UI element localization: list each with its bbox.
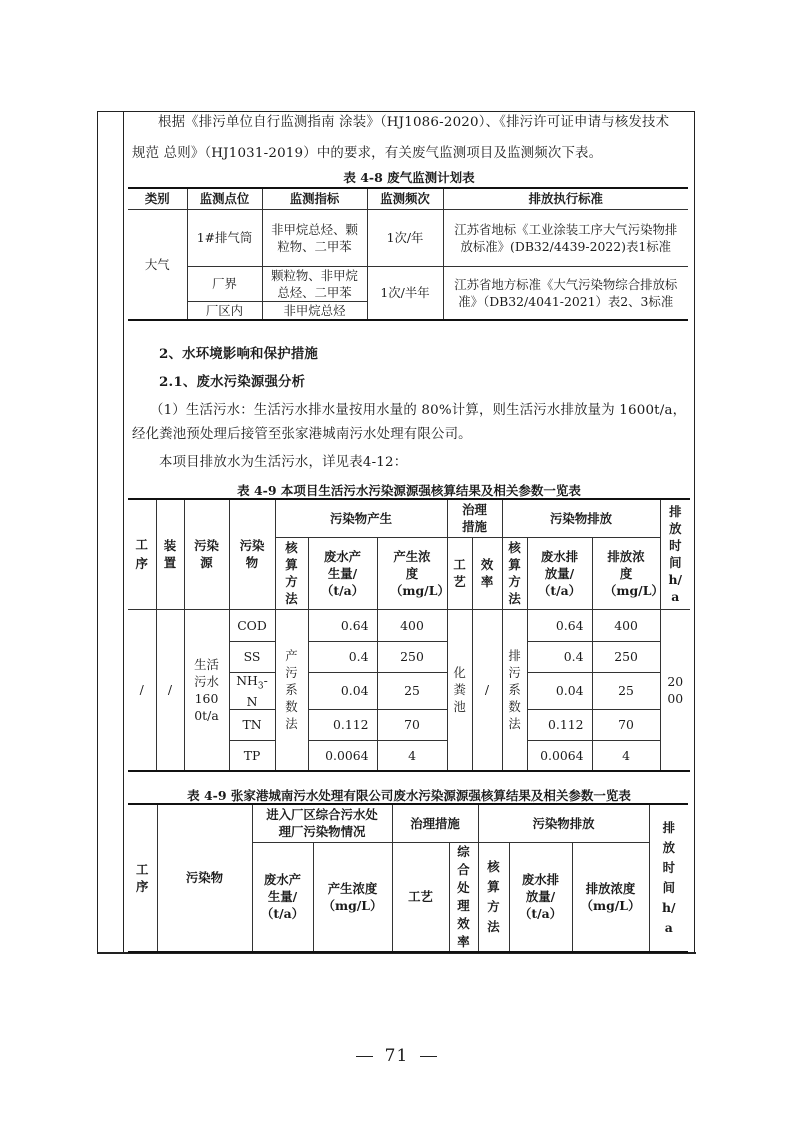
frequency-cell: 1次/年	[367, 209, 443, 266]
header-gen-conc: 产生浓度（mg/L）	[377, 537, 447, 609]
intro-line-1: 根据《排污单位自行监测指南 涂装》（HJ1086-2020）、《排污许可证申请与核发技术	[158, 115, 670, 130]
header-pollutant: 污染物	[157, 804, 252, 952]
header-dis-conc: 排放浓度（mg/L）	[592, 537, 660, 609]
tech-cell: 化粪池	[447, 609, 472, 771]
table-4-9b	[128, 803, 688, 953]
table-row	[128, 609, 690, 641]
gen-method-cell: 产污系数法	[275, 609, 308, 771]
header-dis-method: 核算方法	[478, 842, 509, 952]
paragraph-1-line-1: （1）生活污水：生活污水排水量按用水量的 80%计算，则生活污水排放量为 1600t/a，	[150, 403, 687, 418]
section-subheading: 2.1、废水污染源强分析	[159, 374, 306, 390]
header-point: 监测点位	[187, 188, 262, 209]
gen-volume-cell: 0.4	[308, 641, 377, 672]
time-cell: 2000	[660, 609, 690, 771]
table-4-8	[128, 187, 688, 321]
header-discharge-group: 污染物排放	[502, 499, 660, 537]
header-dis-volume: 废水排放量/（t/a）	[527, 537, 592, 609]
pollutant-cell: TN	[229, 709, 275, 740]
page-number	[0, 1046, 793, 1066]
section-heading: 2、水环境影响和保护措施	[159, 346, 319, 362]
device-cell: /	[156, 609, 184, 771]
header-tech: 工艺	[447, 537, 472, 609]
header-efficiency: 效率	[472, 537, 502, 609]
dis-conc-cell: 4	[592, 740, 660, 771]
frequency-cell: 1次/半年	[367, 266, 443, 320]
dis-conc-cell: 25	[592, 672, 660, 709]
header-treatment-group: 治理措施	[447, 499, 502, 537]
header-gen-conc: 产生浓度（mg/L）	[313, 842, 392, 952]
point-cell: 1#排气筒	[187, 209, 262, 266]
header-time: 排放时间h/a	[649, 804, 688, 952]
gen-conc-cell: 4	[377, 740, 447, 771]
point-cell: 厂区内	[187, 301, 262, 320]
intro-line-2: 规范 总则》（HJ1031-2019）中的要求，有关废气监测项目及监测频次下表。	[132, 146, 603, 161]
dis-volume-cell: 0.112	[527, 709, 592, 740]
header-generation-group: 污染物产生	[275, 499, 447, 537]
header-gen-volume: 废水产生量/（t/a）	[252, 842, 313, 952]
frame-divider	[123, 111, 124, 953]
process-cell: /	[128, 609, 156, 771]
header-time: 排放时间h/a	[660, 499, 690, 609]
dis-conc-cell: 250	[592, 641, 660, 672]
dis-method-cell: 排污系数法	[502, 609, 527, 771]
dash-right	[420, 1056, 437, 1057]
header-dis-conc: 排放浓度（mg/L）	[572, 842, 649, 952]
table-4-9-caption: 表 4-9 本项目生活污水污染源源强核算结果及相关参数一览表	[237, 483, 581, 498]
header-discharge-group: 污染物排放	[478, 804, 649, 842]
pollutant-cell: TP	[229, 740, 275, 771]
page-number-text: 71	[384, 1046, 409, 1066]
header-indicators: 监测指标	[262, 188, 367, 209]
gen-conc-cell: 250	[377, 641, 447, 672]
header-device: 装置	[156, 499, 184, 609]
dis-volume-cell: 0.4	[527, 641, 592, 672]
dis-conc-cell: 70	[592, 709, 660, 740]
dis-volume-cell: 0.04	[527, 672, 592, 709]
gen-volume-cell: 0.64	[308, 609, 377, 641]
category-cell: 大气	[128, 209, 187, 320]
dash-left	[356, 1056, 373, 1057]
source-cell: 生活污水1600t/a	[184, 609, 229, 771]
dis-conc-cell: 400	[592, 609, 660, 641]
standard-cell: 江苏省地标《工业涂装工序大气污染物排放标准》(DB32/4439-2022)表1标准	[443, 209, 688, 266]
indicators-cell: 非甲烷总烃、颗粒物、二甲苯	[262, 209, 367, 266]
header-source: 污染源	[184, 499, 229, 609]
paragraph-1-line-2: 经化粪池预处理后接管至张家港城南污水处理有限公司。	[132, 427, 472, 442]
header-pollutant: 污染物	[229, 499, 275, 609]
header-standard: 排放执行标准	[443, 188, 688, 209]
table-4-9	[128, 498, 690, 772]
header-efficiency: 综合处理效率	[449, 842, 478, 952]
header-category: 类别	[128, 188, 187, 209]
point-cell: 厂界	[187, 266, 262, 301]
header-gen-method: 核算方法	[275, 537, 308, 609]
gen-conc-cell: 400	[377, 609, 447, 641]
paragraph-2: 本项目排放水为生活污水，详见表4-12：	[159, 455, 408, 470]
standard-cell: 江苏省地方标准《大气污染物综合排放标准》（DB32/4041-2021）表2、3标准	[443, 266, 688, 320]
gen-conc-cell: 25	[377, 672, 447, 709]
gen-volume-cell: 0.04	[308, 672, 377, 709]
header-treatment-group: 治理措施	[392, 804, 478, 842]
dis-volume-cell: 0.0064	[527, 740, 592, 771]
indicators-cell: 非甲烷总烃	[262, 301, 367, 320]
header-gen-volume: 废水产生量/（t/a）	[308, 537, 377, 609]
gen-volume-cell: 0.0064	[308, 740, 377, 771]
indicators-cell: 颗粒物、非甲烷总烃、二甲苯	[262, 266, 367, 301]
header-tech: 工艺	[392, 842, 449, 952]
gen-conc-cell: 70	[377, 709, 447, 740]
efficiency-cell: /	[472, 609, 502, 771]
header-process: 工序	[128, 499, 156, 609]
table-4-9b-caption: 表 4-9 张家港城南污水处理有限公司废水污染源源强核算结果及相关参数一览表	[187, 788, 631, 803]
table-4-8-caption: 表 4-8 废气监测计划表	[343, 170, 475, 185]
header-process: 工序	[128, 804, 157, 952]
pollutant-cell: COD	[229, 609, 275, 641]
header-dis-method: 核算方法	[502, 537, 527, 609]
header-dis-volume: 废水排放量/（t/a）	[509, 842, 572, 952]
dis-volume-cell: 0.64	[527, 609, 592, 641]
gen-volume-cell: 0.112	[308, 709, 377, 740]
pollutant-cell: SS	[229, 641, 275, 672]
pollutant-cell: $NH_3-$ N	[229, 672, 275, 709]
header-inflow-group: 进入厂区综合污水处理厂污染物情况	[252, 804, 392, 842]
header-frequency: 监测频次	[367, 188, 443, 209]
